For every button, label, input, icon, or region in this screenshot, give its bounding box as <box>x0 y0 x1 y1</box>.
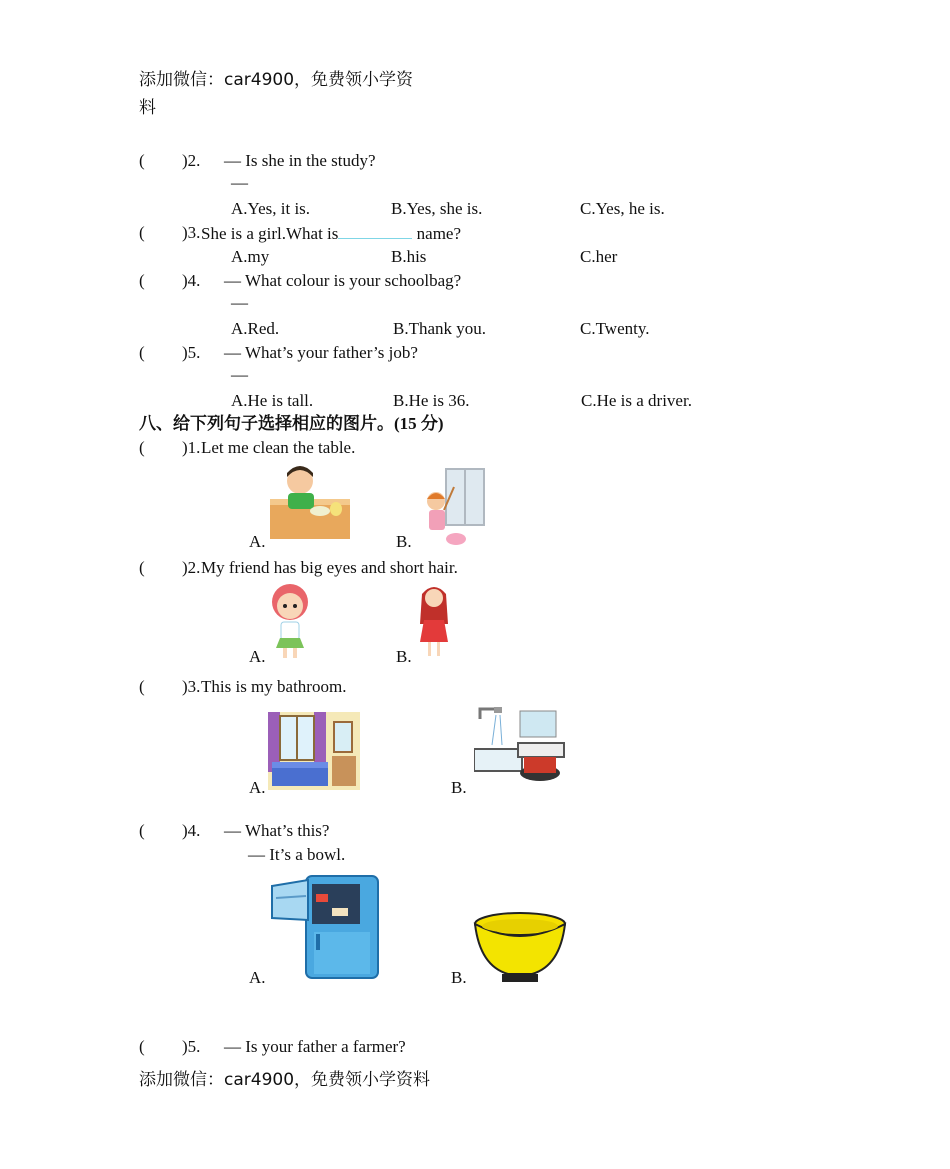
option-a-label: A. <box>249 778 266 797</box>
question-text: — What colour is your schoolbag? <box>224 271 462 290</box>
option-c: C.Yes, he is. <box>580 199 665 218</box>
paren: ( <box>139 821 145 840</box>
question-number: )2. <box>182 558 201 577</box>
answer-dash: — <box>231 293 248 312</box>
answer-dash: — <box>231 365 248 384</box>
bowl-image <box>472 910 568 984</box>
question-text: — What’s this? <box>224 821 330 840</box>
option-b: B.his <box>391 247 427 266</box>
option-a: A.Yes, it is. <box>231 199 311 218</box>
paren: ( <box>139 223 145 242</box>
paren: ( <box>139 558 145 577</box>
question-text: — Is your father a farmer? <box>224 1037 406 1056</box>
option-b: B.Thank you. <box>393 319 487 338</box>
option-a: A.He is tall. <box>231 391 314 410</box>
option-c: C.He is a driver. <box>581 391 692 410</box>
watermark-bottom: 添加微信：car4900，免费领小学资料 <box>139 1070 431 1090</box>
option-b: B.He is 36. <box>393 391 470 410</box>
question-number: )4. <box>182 271 201 290</box>
option-a-label: A. <box>249 647 266 666</box>
option-b-label: B. <box>451 778 467 797</box>
question-number: )5. <box>182 343 201 362</box>
option-b-label: B. <box>396 532 412 551</box>
question-number: )1. <box>182 438 201 457</box>
option-c: C.her <box>580 247 618 266</box>
question-number: )2. <box>182 151 201 170</box>
girl-cleaning-window-image <box>414 465 486 547</box>
option-b: B.Yes, she is. <box>391 199 483 218</box>
reply-text: — It’s a bowl. <box>248 845 346 864</box>
question-text: My friend has big eyes and short hair. <box>201 558 458 577</box>
boy-cleaning-table-image <box>268 461 352 541</box>
question-number: )5. <box>182 1037 201 1056</box>
option-a: A.Red. <box>231 319 280 338</box>
fridge-image <box>268 874 382 982</box>
question-number: )3. <box>182 677 201 696</box>
option-a: A.my <box>231 247 270 266</box>
question-text <box>201 224 461 244</box>
option-a-label: A. <box>249 968 266 987</box>
watermark-line-2: 料 <box>139 98 156 118</box>
answer-dash: — <box>231 173 248 192</box>
option-a-label: A. <box>249 532 266 551</box>
paren: ( <box>139 271 145 290</box>
paren: ( <box>139 343 145 362</box>
watermark-line-1: 添加微信：car4900，免费领小学资 <box>139 70 414 90</box>
question-text: This is my bathroom. <box>201 677 347 696</box>
paren: ( <box>139 1037 145 1056</box>
question-text: — Is she in the study? <box>224 151 376 170</box>
bedroom-image <box>268 712 360 790</box>
question-text-pre: She is a girl.What is <box>201 224 339 243</box>
paren: ( <box>139 151 145 170</box>
paren: ( <box>139 438 145 457</box>
question-text: Let me clean the table. <box>201 438 356 457</box>
section-title: 八、给下列句子选择相应的图片。(15 分) <box>139 414 444 433</box>
question-text-post: name? <box>416 224 462 243</box>
option-c: C.Twenty. <box>580 319 650 338</box>
question-number: )3. <box>182 223 201 242</box>
question-number: )4. <box>182 821 201 840</box>
question-text: — What’s your father’s job? <box>224 343 418 362</box>
paren: ( <box>139 677 145 696</box>
option-b-label: B. <box>451 968 467 987</box>
bathroom-image <box>474 705 566 783</box>
answer-blank <box>338 224 412 239</box>
short-hair-girl-image <box>268 580 312 662</box>
long-hair-girl-image <box>414 580 454 662</box>
option-b-label: B. <box>396 647 412 666</box>
